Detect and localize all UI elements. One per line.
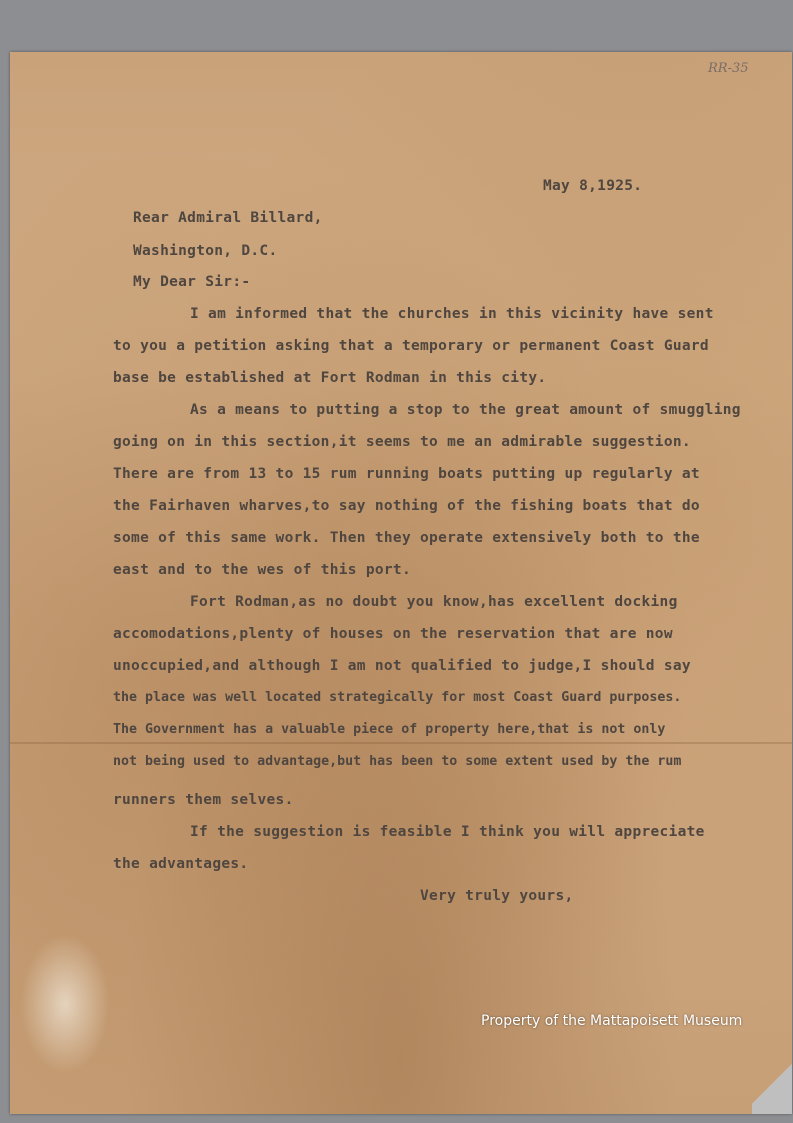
paragraph-2-line-5: some of this same work. Then they operate extensively both to the xyxy=(113,530,700,546)
recipient-location: Washington, D.C. xyxy=(133,243,278,259)
paper-fold-line xyxy=(10,742,792,744)
paragraph-3-line-5: The Government has a valuable piece of property here,that is not only xyxy=(113,722,666,737)
museum-watermark: Property of the Mattapoisett Museum xyxy=(481,1013,743,1029)
paragraph-4-line-2: the advantages. xyxy=(113,856,249,872)
paragraph-3-line-4: the place was well located strategically for most Coast Guard purposes. xyxy=(113,690,682,705)
paragraph-2-line-4: the Fairhaven wharves,to say nothing of the fishing boats that do xyxy=(113,498,700,514)
paragraph-1-line-3: base be established at Fort Rodman in this city. xyxy=(113,370,547,386)
recipient-name: Rear Admiral Billard, xyxy=(133,210,323,226)
paragraph-3-line-6: not being used to advantage,but has been to some extent used by the rum xyxy=(113,754,682,769)
paragraph-1-line-2: to you a petition asking that a temporary or permanent Coast Guard xyxy=(113,338,709,354)
paragraph-1-line-1: I am informed that the churches in this vicinity have sent xyxy=(190,306,714,322)
paragraph-3-line-7: runners them selves. xyxy=(113,792,294,808)
paper-stain xyxy=(20,934,110,1074)
paragraph-2-line-3: There are from 13 to 15 rum running boats putting up regularly at xyxy=(113,466,700,482)
paragraph-3-line-2: accomodations,plenty of houses on the reservation that are now xyxy=(113,626,673,642)
paragraph-2-line-6: east and to the wes of this port. xyxy=(113,562,411,578)
paragraph-3-line-3: unoccupied,and although I am not qualified to judge,I should say xyxy=(113,658,691,674)
paragraph-2-line-1: As a means to putting a stop to the great amount of smuggling xyxy=(190,402,741,418)
reference-number: RR-35 xyxy=(708,61,749,76)
paragraph-4-line-1: If the suggestion is feasible I think you will appreciate xyxy=(190,824,705,840)
salutation: My Dear Sir:- xyxy=(133,274,251,290)
letter-date: May 8,1925. xyxy=(543,178,643,194)
letter-page xyxy=(10,52,792,1114)
closing: Very truly yours, xyxy=(420,888,574,904)
curled-corner xyxy=(752,1054,792,1114)
paragraph-3-line-1: Fort Rodman,as no doubt you know,has excellent docking xyxy=(190,594,678,610)
paragraph-2-line-2: going on in this section,it seems to me an admirable suggestion. xyxy=(113,434,691,450)
